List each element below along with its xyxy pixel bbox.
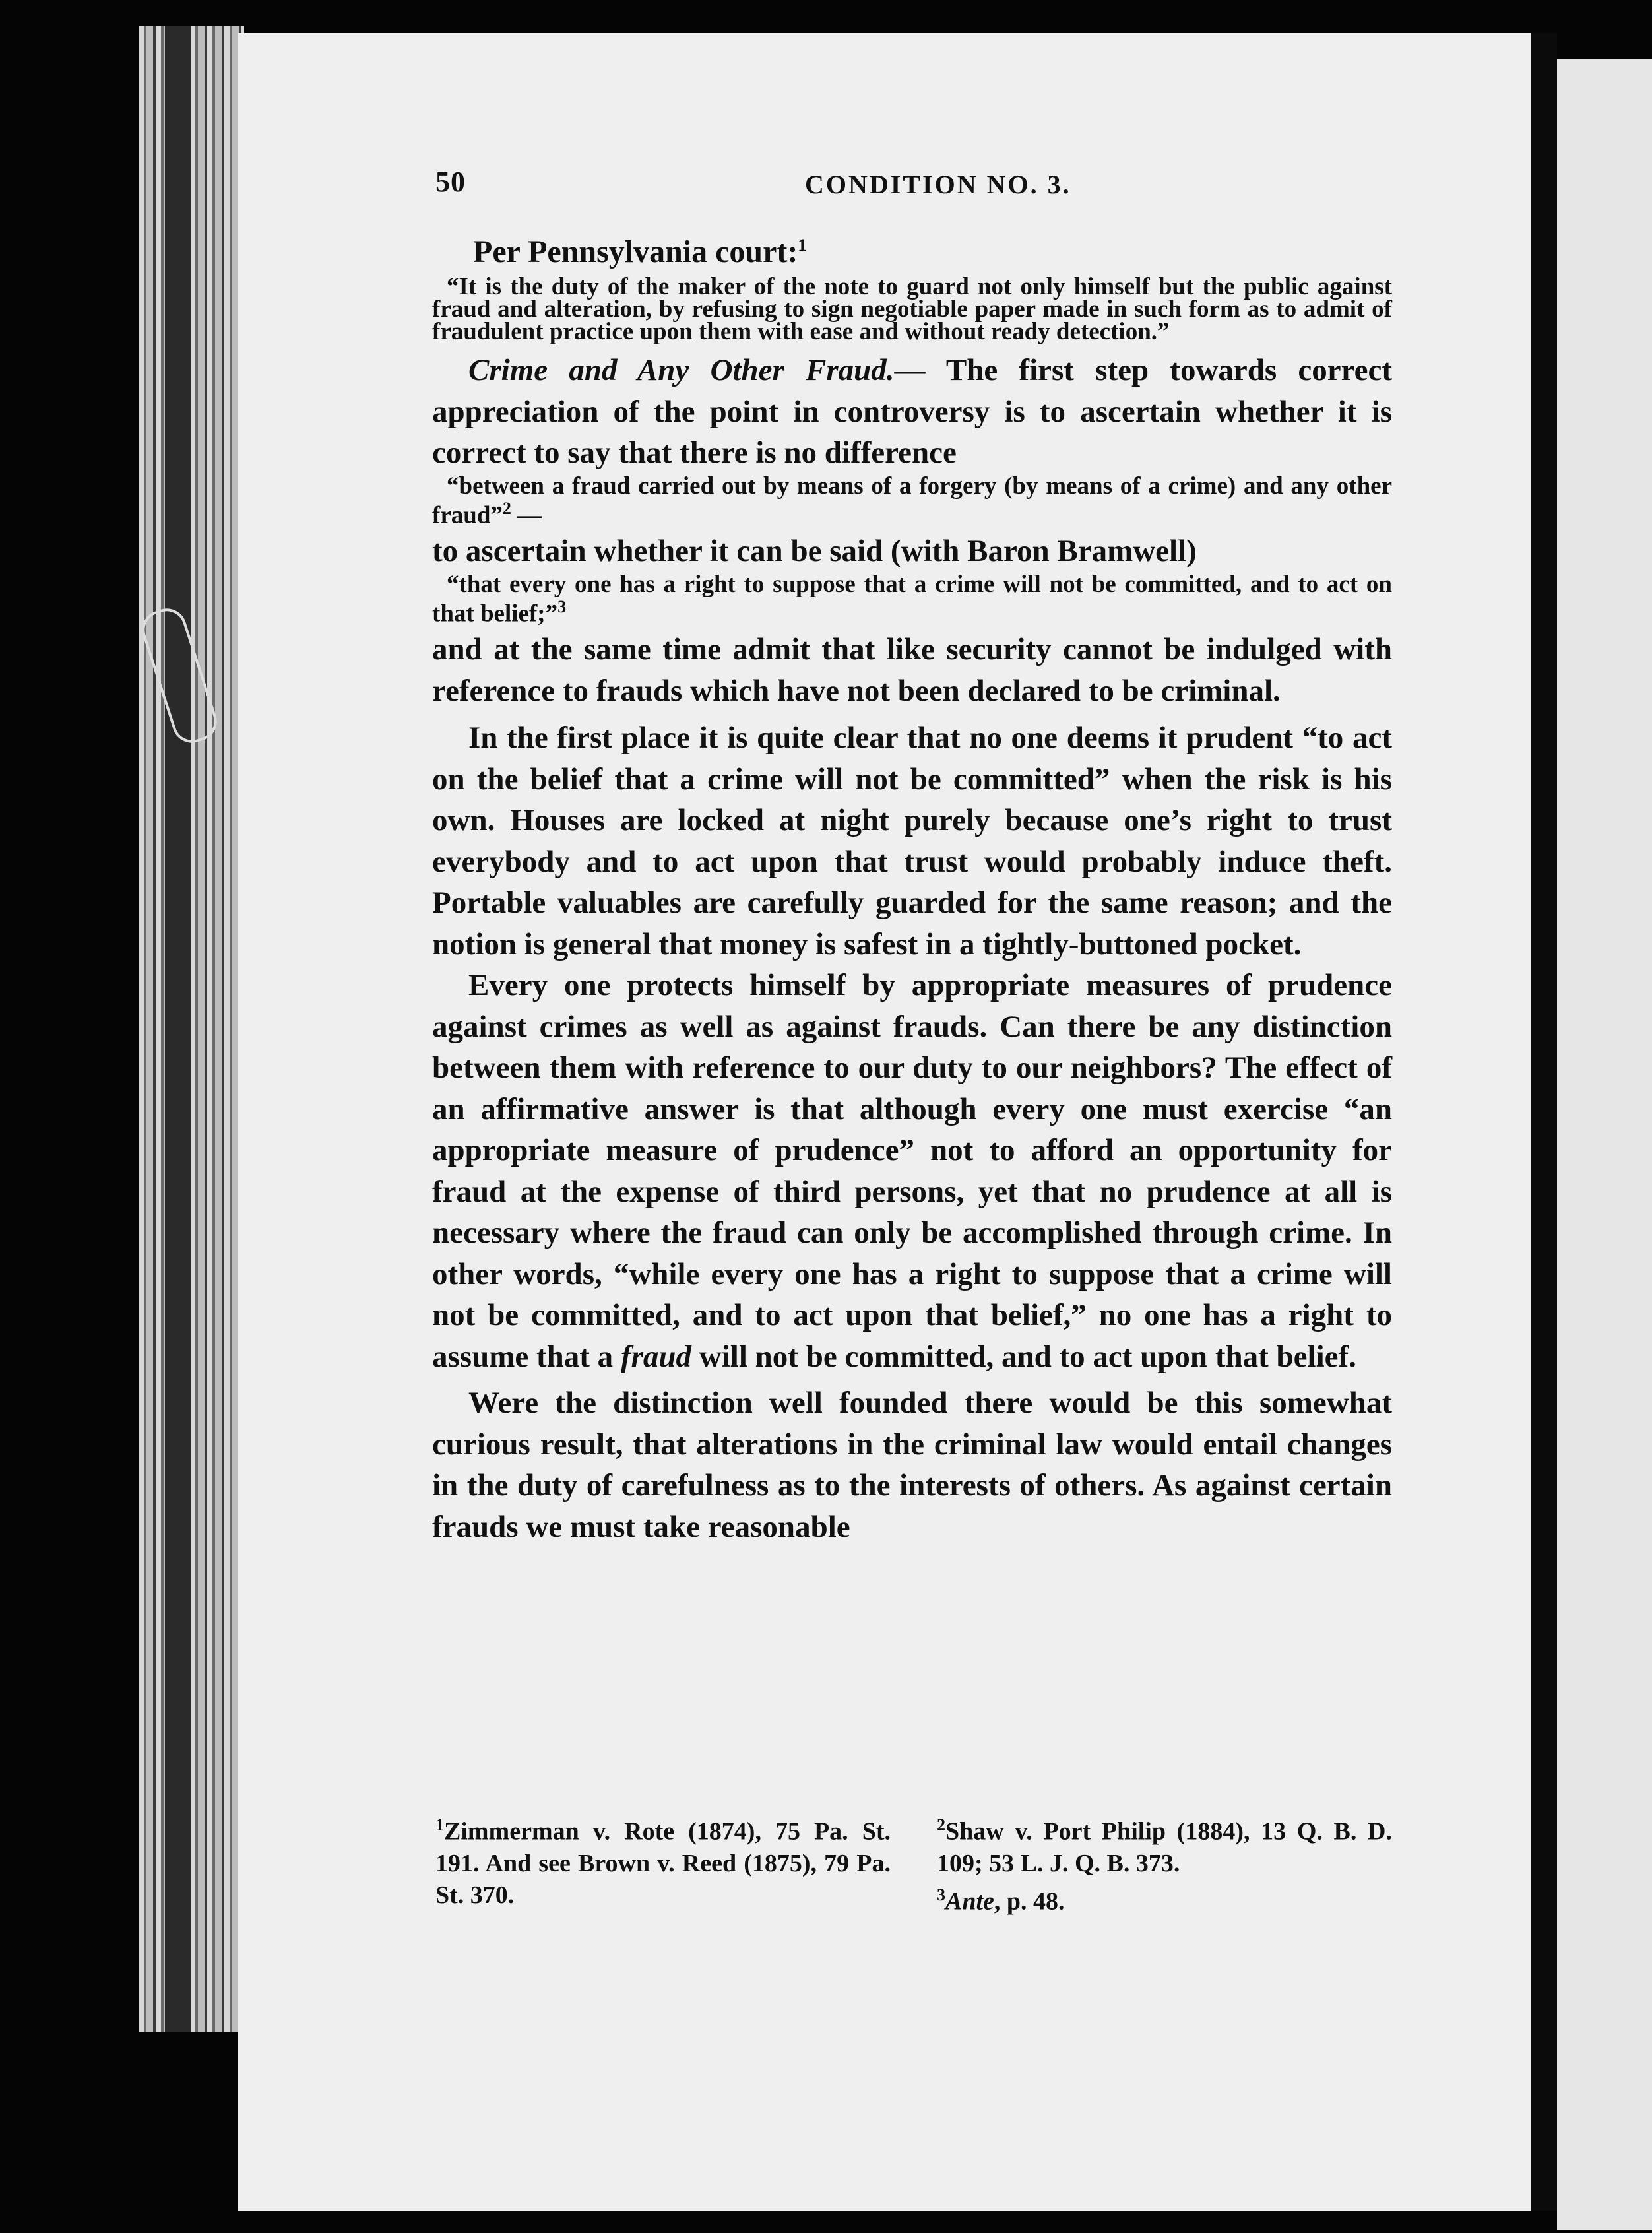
footnote-column-left: [435, 1809, 891, 1917]
footnotes: [435, 1809, 1392, 1917]
page-number: 50: [435, 166, 466, 198]
footnote-ref-2: 2: [502, 498, 511, 518]
footnote-ital: Ante: [945, 1887, 994, 1916]
page-body: [432, 224, 1392, 1547]
page-edges: [139, 26, 244, 2032]
footnote-text: , p. 48.: [994, 1887, 1065, 1916]
quote-text: “that every one has a right to suppose that a crime will not be committed, and to act on that belief;”: [432, 570, 1392, 628]
footnote-2: [937, 1809, 1392, 1879]
footnote-text: Zimmerman v. Rote (1874), 75 Pa. St. 191. And see Brown v. Reed (1875), 79 Pa. St. 370.: [435, 1817, 891, 1909]
paragraph-text: — The first step towards correct appreciation of the point in controversy is to ascertain whether it is correct to say that there is no difference: [432, 353, 1392, 470]
paragraph-text: will not be committed, and to act upon that belief.: [691, 1339, 1356, 1374]
intro-text: Per Pennsylvania court:: [473, 234, 798, 269]
quote-tail: —: [511, 501, 542, 529]
block-quote-3: [432, 570, 1392, 628]
intro-line: [432, 224, 1392, 273]
block-quote-1: “It is the duty of the maker of the note to guard not only himself but the public against fraud and alteration, by refusing to sign negotiable paper made in such form as to admit of fraudulent practice upon them with ease and without ready detection.”: [432, 273, 1392, 345]
baron-bramwell-line: to ascertain whether it can be said (with Baron Bramwell): [432, 533, 1197, 568]
quote-text: “between a fraud carried out by means of a forgery (by means of a crime) and any other fraud”: [432, 472, 1392, 529]
emphasis-fraud: fraud: [620, 1339, 692, 1374]
footnote-1: [435, 1809, 891, 1911]
block-quote-2: [432, 472, 1392, 529]
book-gutter: [1531, 33, 1557, 2211]
footnote-marker: 3: [937, 1885, 945, 1904]
paragraph-distinction: Were the distinction well founded there would be this somewhat curious result, that alterations in the criminal law would entail changes in the duty of carefulness as to the interests of others. As against certain frauds we must take reasonable: [432, 1386, 1392, 1544]
running-head-title: CONDITION NO. 3.: [805, 170, 1071, 199]
footnote-marker: 2: [937, 1815, 945, 1834]
footnote-ref-1: 1: [798, 236, 807, 255]
footnote-column-right: [937, 1809, 1392, 1917]
footnote-ref-3: 3: [557, 597, 567, 616]
facing-page-edge: [1557, 59, 1652, 2230]
section-heading: Crime and Any Other Fraud.: [468, 353, 895, 387]
paragraph-first-place: In the first place it is quite clear that no one deems it prudent “to act on the belief that a crime will not be committed” when the risk is his own. Houses are locked at night purely because one’s right to trust everybody and to act upon that trust would probably induce theft. Portable valuables are carefully guarded for the same reason; and the notion is general that money is safest in a tightly-buttoned pocket.: [432, 721, 1392, 961]
footnote-marker: 1: [435, 1815, 444, 1834]
paragraph-crime-fraud: [432, 350, 1392, 474]
paragraph-every-one: [432, 965, 1392, 1377]
page-edges-shadow: [165, 26, 191, 2032]
paragraph-continuation: and at the same time admit that like security cannot be indulged with reference to frauds which have not been declared to be criminal.: [432, 632, 1392, 709]
paragraph-text: Every one protects himself by appropriate measures of prudence against crimes as well as against frauds. Can there be any distinction between them with reference to our duty to our neighbors? The effect of an affirmative answer is that although every one must exercise “an appropriate measure of prudence” not to afford an opportunity for fraud at the expense of third persons, yet that no prudence at all is necessary where the fraud can only be accomplished through crime. In other words, “while every one has a right to suppose that a crime will not be committed, and to act upon that belief,” no one has a right to assume that a: [432, 968, 1392, 1374]
footnote-3: [937, 1879, 1392, 1918]
footnote-text: Shaw v. Port Philip (1884), 13 Q. B. D. 109; 53 L. J. Q. B. 373.: [937, 1817, 1392, 1877]
